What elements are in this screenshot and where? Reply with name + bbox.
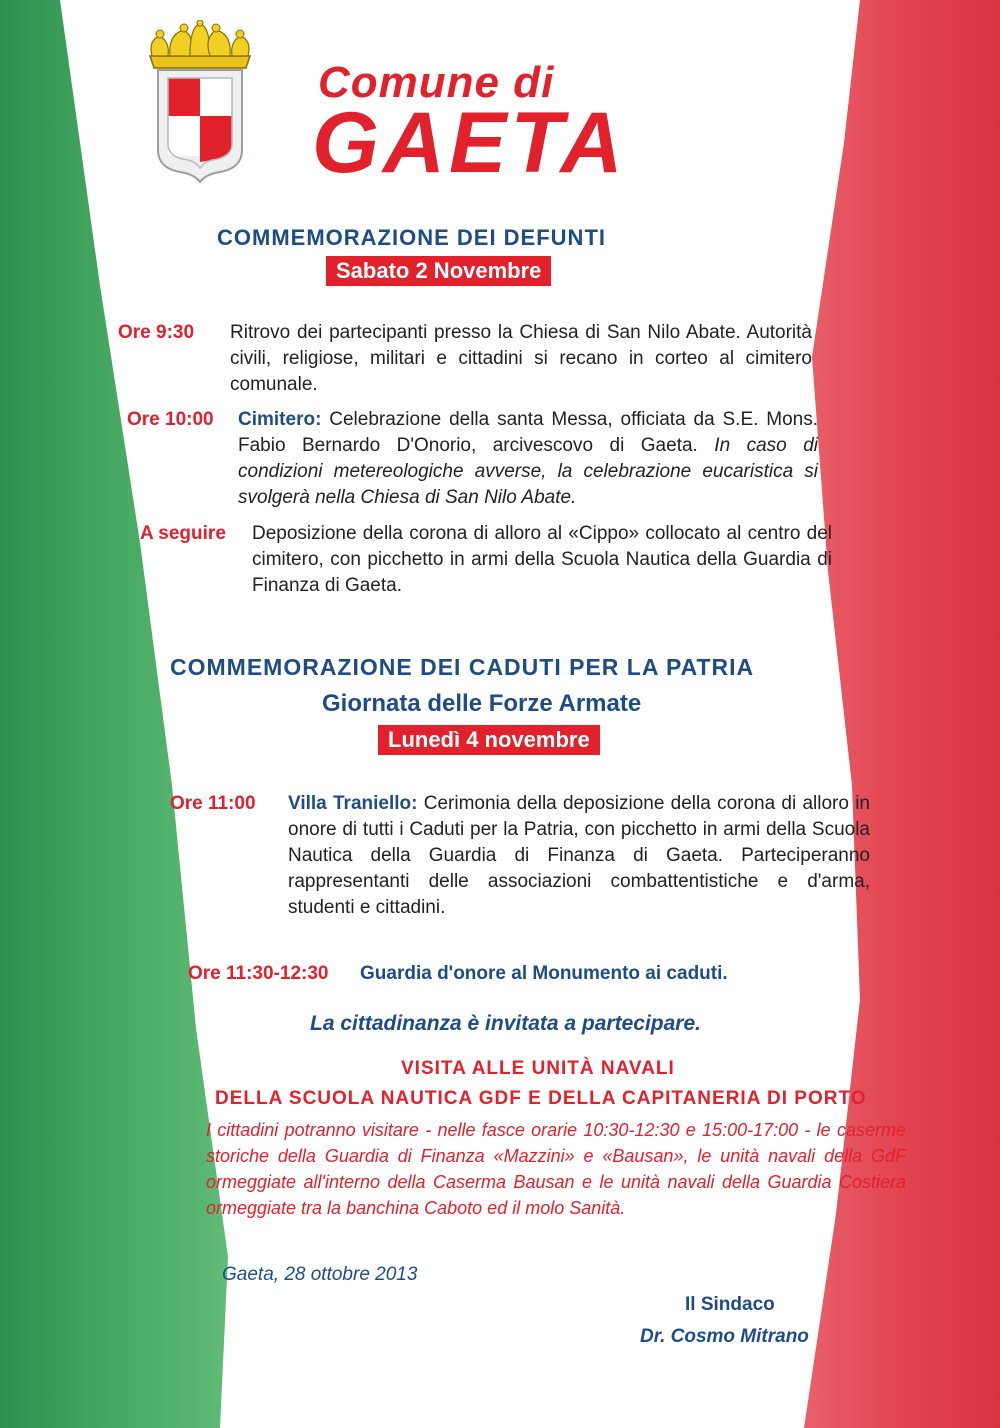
item4-text — [288, 791, 870, 921]
item4-time: Ore 11:00 — [170, 793, 256, 814]
visit-text: I cittadini potranno visitare - nelle fasce orarie 10:30-12:30 e 15:00-17:00 - le caserme storiche della Guardia di Finanza «Mazzini» e «Bausan», le unità navali della GdF ormeggiate all'interno della Caserma Bausan e le unità navali della Guardia Costiera ormeggiate tra la banchina Caboto ed il molo Sanità. — [206, 1120, 906, 1218]
item2-bold: Cimitero: — [238, 409, 322, 430]
item2-time: Ore 10:00 — [127, 409, 214, 430]
place-date: Gaeta, 28 ottobre 2013 — [222, 1264, 418, 1285]
title-gaeta: GAETA — [312, 95, 627, 191]
invitation-text: La cittadinanza è invitata a partecipare. — [310, 1012, 701, 1035]
visit-line2: DELLA SCUOLA NAUTICA GDF E DELLA CAPITANERIA DI PORTO — [215, 1088, 867, 1109]
item3-time: A seguire — [140, 523, 226, 544]
section2-date-badge: Lunedì 4 novembre — [378, 725, 600, 755]
signature-role: Il Sindaco — [685, 1294, 775, 1315]
item1-text: Ritrovo dei partecipanti presso la Chiesa di San Nilo Abate. Autorità civili, religiose, militari e cittadini si recano in corteo al cimitero comunale. — [230, 322, 812, 395]
section2-subheading: Giornata delle Forze Armate — [322, 690, 642, 717]
section2-heading: COMMEMORAZIONE DEI CADUTI PER LA PATRIA — [170, 654, 755, 680]
visit-line1: VISITA ALLE UNITÀ NAVALI — [401, 1058, 675, 1079]
item4-bold: Villa Traniello: — [288, 793, 418, 814]
item5-text — [360, 961, 728, 987]
item2-text — [238, 407, 818, 511]
item1-time: Ore 9:30 — [118, 322, 195, 343]
item4-body: Cerimonia della deposizione della corona di alloro in onore di tutti i Caduti per la Patria, con picchetto in armi della Scuola Nautica della Guardia di Finanza di Gaeta. Parteciperanno rappresentanti delle associazioni combattentistiche e d'arma, studenti e cittadini. — [288, 793, 870, 918]
section1-heading: COMMEMORAZIONE DEI DEFUNTI — [217, 225, 606, 250]
item3-text: Deposizione della corona di alloro al «Cippo» collocato al centro del cimitero, con picchetto in armi della Scuola Nautica della Guardia di Finanza di Gaeta. — [252, 523, 832, 596]
signature-name: Dr. Cosmo Mitrano — [640, 1326, 809, 1347]
item5-time: Ore 11:30-12:30 — [188, 963, 329, 984]
item5-bold: Guardia d'onore al Monumento ai caduti. — [360, 963, 728, 984]
item2-italic: In caso di condizioni metereologiche avverse, la celebrazione eucaristica si svolgerà nella Chiesa di San Nilo Abate. — [238, 435, 818, 508]
title-comune: Comune di — [318, 58, 555, 107]
item2-body: Celebrazione della santa Messa, officiata da S.E. Mons. Fabio Bernardo D'Onorio, arcivescovo di Gaeta. — [238, 409, 818, 456]
coat-of-arms-icon — [140, 20, 260, 185]
section1-date-badge: Sabato 2 Novembre — [326, 256, 551, 286]
